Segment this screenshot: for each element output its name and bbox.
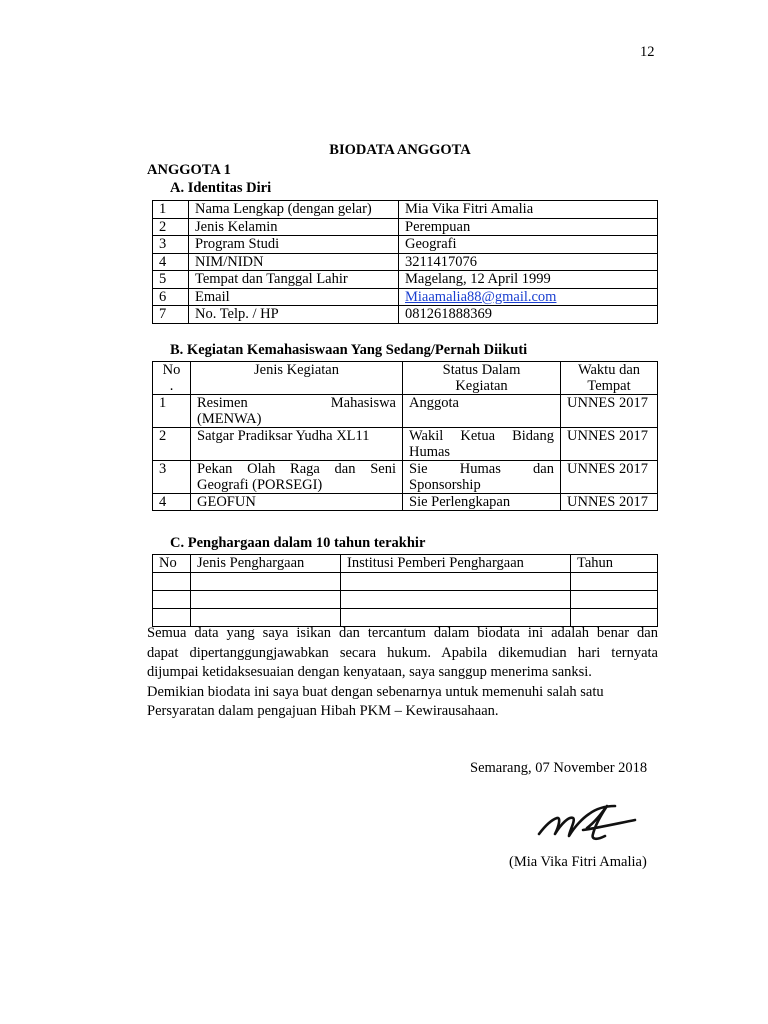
page-title: BIODATA ANGGOTA — [329, 142, 471, 158]
field-label: Program Studi — [189, 236, 399, 254]
year-cell — [571, 591, 658, 609]
statement-paragraph — [147, 624, 658, 722]
statement-line: Persyaratan dalam pengajuan Hibah PKM – Kewirausahaan. — [147, 703, 499, 719]
year-cell — [571, 573, 658, 591]
table-row — [153, 271, 658, 289]
activities-table — [152, 361, 658, 511]
row-number — [153, 573, 191, 591]
member-label: ANGGOTA 1 — [147, 162, 231, 178]
table-row — [153, 395, 658, 428]
table-row — [153, 288, 658, 306]
row-number: 1 — [153, 395, 191, 428]
row-number: 2 — [153, 428, 191, 461]
field-value — [399, 288, 658, 306]
header-award: Jenis Penghargaan — [191, 555, 341, 573]
field-value: Perempuan — [399, 218, 658, 236]
field-label: Jenis Kelamin — [189, 218, 399, 236]
table-header-row — [153, 362, 658, 395]
row-number: 4 — [153, 253, 189, 271]
table-header-row — [153, 555, 658, 573]
identity-table — [152, 200, 658, 324]
email-link[interactable]: Miaamalia88@gmail.com — [405, 288, 557, 305]
statement-line: Demikian biodata ini saya buat dengan sebenarnya untuk memenuhi salah satu — [147, 683, 604, 700]
field-value: 3211417076 — [399, 253, 658, 271]
status-cell: Anggota — [403, 395, 561, 428]
field-value: Mia Vika Fitri Amalia — [399, 201, 658, 219]
section-a-heading: A. Identitas Diri — [170, 180, 272, 196]
field-label: No. Telp. / HP — [189, 306, 399, 324]
table-row — [153, 428, 658, 461]
status-cell: Sie Humas dan Sponsorship — [403, 461, 561, 494]
activity-cell: Satgar Pradiksar Yudha XL11 — [191, 428, 403, 461]
signature-image — [535, 800, 645, 850]
field-label: Email — [189, 288, 399, 306]
row-number: 3 — [153, 461, 191, 494]
header-no: No — [153, 555, 191, 573]
page-number: 12 — [640, 44, 655, 60]
awards-table — [152, 554, 658, 627]
field-label: Tempat dan Tanggal Lahir — [189, 271, 399, 289]
field-label: Nama Lengkap (dengan gelar) — [189, 201, 399, 219]
table-row — [153, 306, 658, 324]
row-number: 4 — [153, 494, 191, 511]
statement-line: Semua data yang saya isikan dan tercantum dalam biodata ini adalah benar dan — [147, 625, 658, 641]
header-activity: Jenis Kegiatan — [191, 362, 403, 395]
field-value: Geografi — [399, 236, 658, 254]
table-row — [153, 461, 658, 494]
activity-cell: GEOFUN — [191, 494, 403, 511]
table-row — [153, 573, 658, 591]
row-number: 2 — [153, 218, 189, 236]
status-cell: Wakil Ketua Bidang Humas — [403, 428, 561, 461]
time-place-cell: UNNES 2017 — [561, 494, 658, 511]
time-place-cell: UNNES 2017 — [561, 395, 658, 428]
row-number: 5 — [153, 271, 189, 289]
header-no: No . — [153, 362, 191, 395]
field-value: Magelang, 12 April 1999 — [399, 271, 658, 289]
award-cell — [191, 573, 341, 591]
table-row — [153, 201, 658, 219]
row-number: 6 — [153, 288, 189, 306]
award-cell — [191, 591, 341, 609]
section-c-heading: C. Penghargaan dalam 10 tahun terakhir — [170, 535, 426, 551]
header-time-place: Waktu dan Tempat — [561, 362, 658, 395]
table-row — [153, 218, 658, 236]
header-year: Tahun — [571, 555, 658, 573]
signer-name: (Mia Vika Fitri Amalia) — [509, 854, 647, 870]
status-cell: Sie Perlengkapan — [403, 494, 561, 511]
time-place-cell: UNNES 2017 — [561, 428, 658, 461]
row-number — [153, 591, 191, 609]
section-b-heading: B. Kegiatan Kemahasiswaan Yang Sedang/Pernah Diikuti — [170, 342, 528, 358]
activity-cell: Pekan Olah Raga dan Seni Geografi (PORSEGI) — [191, 461, 403, 494]
header-status: Status Dalam Kegiatan — [403, 362, 561, 395]
row-number: 7 — [153, 306, 189, 324]
activity-cell: Resimen Mahasiswa (MENWA) — [191, 395, 403, 428]
city-date: Semarang, 07 November 2018 — [470, 760, 648, 776]
statement-line: dapat dipertanggungjawabkan secara hukum. Apabila dikemudian hari ternyata — [147, 644, 658, 661]
table-row — [153, 591, 658, 609]
institution-cell — [341, 591, 571, 609]
field-label: NIM/NIDN — [189, 253, 399, 271]
institution-cell — [341, 573, 571, 591]
row-number: 3 — [153, 236, 189, 254]
table-row — [153, 253, 658, 271]
row-number: 1 — [153, 201, 189, 219]
statement-line: dijumpai ketidaksesuaian dengan kenyataan, saya sanggup menerima sanksi. — [147, 664, 592, 680]
table-row — [153, 494, 658, 511]
header-institution: Institusi Pemberi Penghargaan — [341, 555, 571, 573]
time-place-cell: UNNES 2017 — [561, 461, 658, 494]
field-value: 081261888369 — [399, 306, 658, 324]
table-row — [153, 236, 658, 254]
